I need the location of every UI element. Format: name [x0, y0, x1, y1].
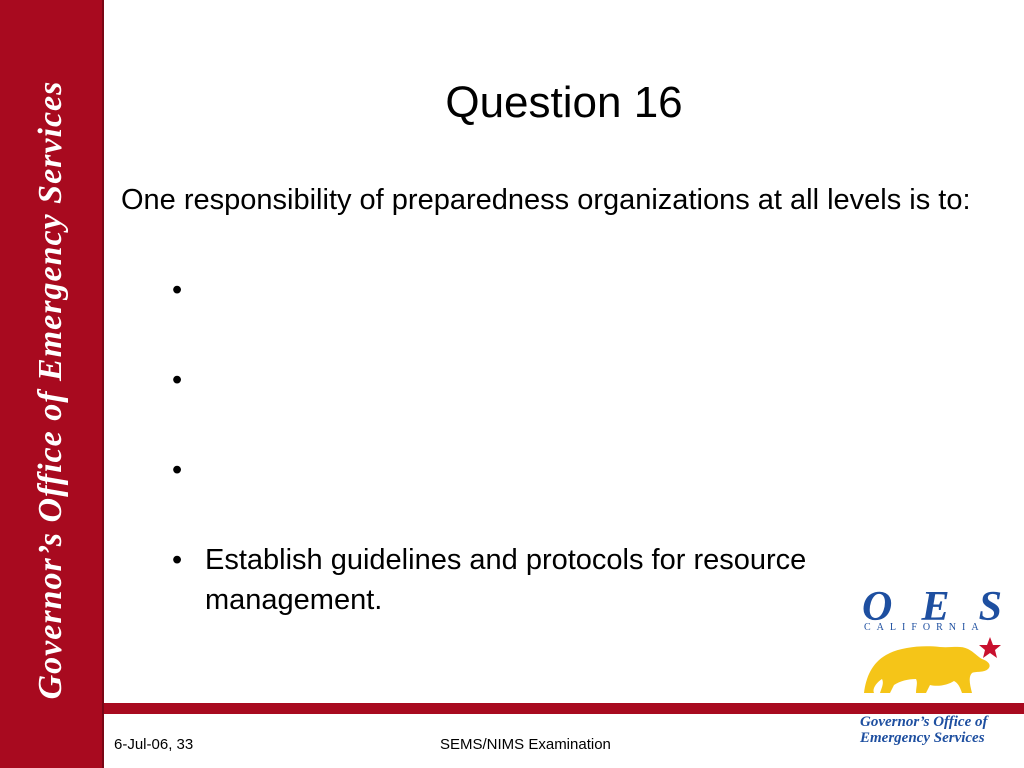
- bullet-glyph: •: [172, 544, 183, 576]
- question-stem: One responsibility of preparedness organizations at all levels is to:: [121, 184, 971, 216]
- answer-option-2: [172, 360, 952, 400]
- footer-logo-line-1: Governor’s Office of: [860, 714, 988, 730]
- answer-list: [172, 270, 952, 620]
- answer-option-3: [172, 450, 952, 490]
- answer-option-1: [172, 270, 952, 310]
- oes-letter-e: E: [921, 584, 950, 630]
- footer-logo-line-2: Emergency Services: [860, 730, 985, 746]
- slide-title: Question 16: [445, 78, 683, 127]
- sidebar-org-name: Governor’s Office of Emergency Services: [32, 80, 69, 700]
- answer-text: Establish guidelines and protocols for resource management.: [205, 544, 807, 616]
- oes-logo: [856, 585, 1006, 705]
- star-icon: [979, 637, 1001, 658]
- california-bear-icon: [860, 633, 1002, 701]
- footer-logo-text: [860, 714, 1000, 746]
- footer-date-page: 6-Jul-06, 33: [114, 736, 194, 753]
- bullet-glyph: •: [172, 454, 183, 486]
- oes-letter-o: O: [862, 584, 893, 630]
- bullet-glyph: •: [172, 364, 183, 396]
- bullet-glyph: •: [172, 274, 183, 306]
- sidebar-band: [0, 0, 102, 768]
- oes-california-label: CALIFORNIA: [864, 622, 985, 633]
- footer-exam-title: SEMS/NIMS Examination: [440, 736, 611, 753]
- bear-body: [864, 646, 990, 693]
- footer-rule: [104, 703, 1024, 714]
- answer-option-4: [172, 540, 952, 620]
- oes-letter-s: S: [978, 584, 1002, 630]
